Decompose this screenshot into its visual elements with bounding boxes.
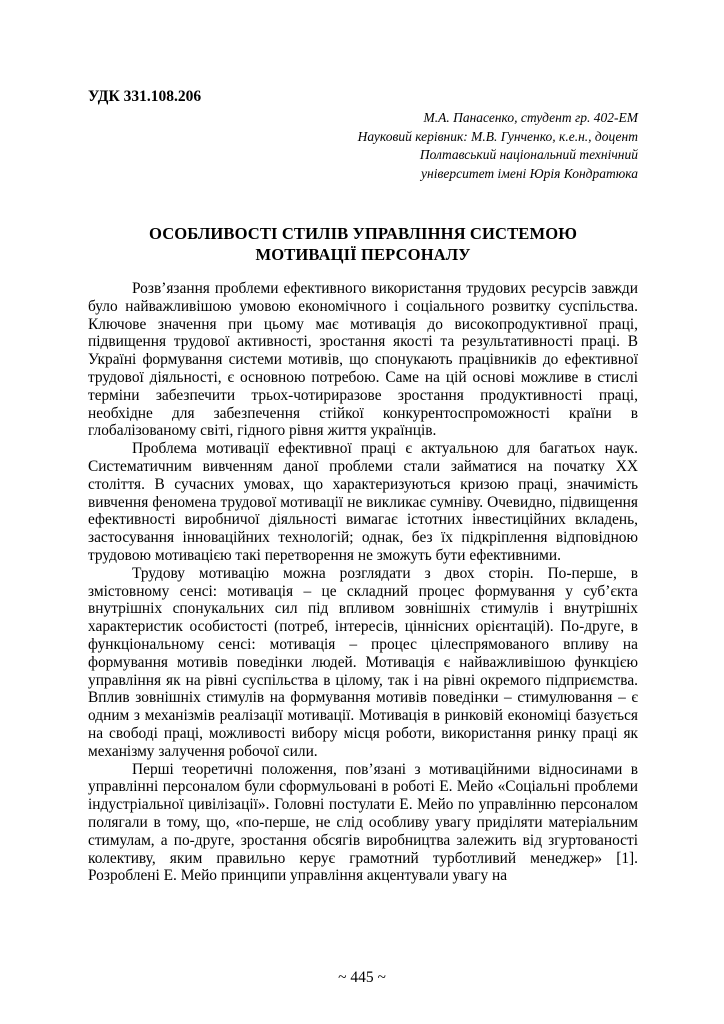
body-paragraph: Перші теоретичні положення, пов’язані з мотиваційними відносинами в управлінні персоналом були сформульовані в роботі Е. Мейо «Соціальні проблеми індустріальної цивілізації». Головні постулати Е. Мейо по управлінню персоналом полягали в тому, що, «по-перше, не слід особливу увагу приділяти матеріальним стимулам, а по-друге, зростання обсягів виробництва залежить від згуртованості колективу, яким правильно керує грамотний турботливий менеджер» [1]. Розроблені Е. Мейо принципи управління акцентували увагу на <box>88 760 638 885</box>
udc-code: УДК 331.108.206 <box>88 88 202 105</box>
page-number: ~ 445 ~ <box>338 969 386 986</box>
article-body <box>88 280 638 885</box>
author-block <box>88 109 638 183</box>
body-paragraph: Трудову мотивацію можна розглядати з двох сторін. По-перше, в змістовному сенсі: мотивація – це складний процес формування у суб’єкта внутрішніх спонукальних сил під впливом зовнішніх стимулів і внутрішніх характеристик особистості (потреб, інтересів, ціннісних орієнтацій). По-друге, в функціональному сенсі: мотивація – процес цілеспрямованого впливу на формування мотивів поведінки людей. Мотивація є найважливішою функцією управління як на рівні суспільства в цілому, так і на рівні окремого підприємства. Вплив зовнішніх стимулів на формування мотивів поведінки – стимулювання – є одним з механізмів реалізації мотивації. Мотивація в ринковій економіці базується на свободі праці, можливості вибору місця роботи, використання ринку праці як механізму залучення робочої сили. <box>88 564 638 760</box>
supervisor-line: Науковий керівник: М.В. Гунченко, к.е.н., доцент <box>357 128 638 144</box>
author-line: М.А. Панасенко, студент гр. 402-ЕМ <box>423 110 638 125</box>
page <box>88 88 638 885</box>
title-line: ОСОБЛИВОСТІ СТИЛІВ УПРАВЛІННЯ СИСТЕМОЮ <box>148 224 577 243</box>
body-paragraph: Розв’язання проблеми ефективного використання трудових ресурсів завжди було найважливішою умовою економічного і соціального розвитку суспільства. Ключове значення при цьому має мотивація до високопродуктивної праці, підвищення трудової активності, зростання якості та результативності праці. В Україні формування системи мотивів, що спонукають працівників до ефективної трудової діяльності, є основною потребою. Саме на цій основі можливе в стислі терміни забезпечити трьох-чотириразове зростання продуктивності праці, необхідне для забезпечення стійкої конкурентоспроможності країни в глобалізованому світі, гідного рівня життя українців. <box>88 280 638 440</box>
institution-line: університет імені Юрія Кондратюка <box>421 165 638 181</box>
title-line: МОТИВАЦІЇ ПЕРСОНАЛУ <box>255 245 471 264</box>
body-paragraph: Проблема мотивації ефективної праці є актуальною для багатьох наук. Систематичним вивченням даної проблеми стали займатися на початку ХХ століття. В сучасних умовах, що характеризуються кризою праці, значимість вивчення феномена трудової мотивації не викликає сумніву. Очевидно, підвищення ефективності виробничої діяльності вимагає істотних інвестиційних вкладень, застосування інноваційних технологій; однак, без їх підкріплення відповідною трудовою мотивацією такі перетворення не зможуть бути ефективними. <box>88 440 638 564</box>
institution-line: Полтавський національний технічний <box>419 147 638 162</box>
article-title <box>88 223 638 265</box>
